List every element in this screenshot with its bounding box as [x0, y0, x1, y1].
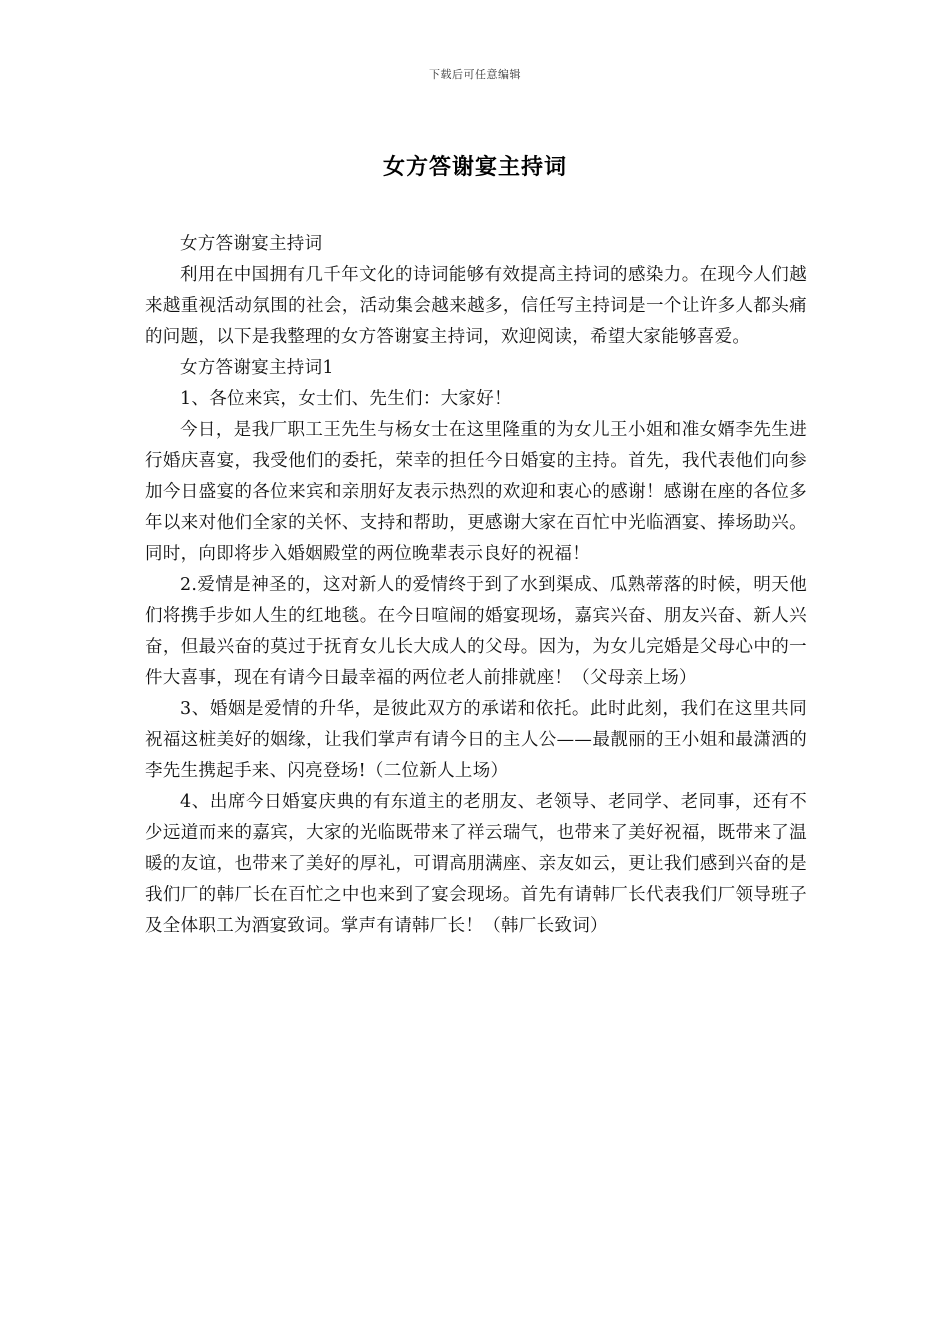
paragraph-subtitle: 女方答谢宴主持词	[180, 234, 323, 254]
paragraph-item-2: 2.爱情是神圣的，这对新人的爱情终于到了水到渠成、瓜熟蒂落的时候，明天他们将携手步如人生的红地毯。在今日喧闹的婚宴现场，嘉宾兴奋、朋友兴奋、新人兴奋，但最兴奋的莫过于抚育女儿长大成人的父母。因为，为女儿完婚是父母心中的一件大喜事，现在有请今日最幸福的两位老人前排就座！（父母亲上场）	[145, 575, 807, 688]
paragraph-item-3: 3、婚姻是爱情的升华，是彼此双方的承诺和依托。此时此刻，我们在这里共同祝福这桩美好的姻缘，让我们掌声有请今日的主人公——最靓丽的王小姐和最潇洒的李先生携起手来、闪亮登场!（二位新人上场）	[145, 699, 807, 781]
header-note: 下载后可任意编辑	[429, 68, 521, 81]
paragraph-item-1-body: 今日，是我厂职工王先生与杨女士在这里隆重的为女儿王小姐和准女婿李先生进行婚庆喜宴，我受他们的委托，荣幸的担任今日婚宴的主持。首先，我代表他们向参加今日盛宴的各位来宾和亲朋好友表示热烈的欢迎和衷心的感谢！感谢在座的各位多年以来对他们全家的关怀、支持和帮助，更感谢大家在百忙中光临酒宴、捧场助兴。同时，向即将步入婚姻殿堂的两位晚辈表示良好的祝福！	[145, 420, 807, 564]
document-title: 女方答谢宴主持词	[382, 154, 567, 180]
paragraph-section-heading: 女方答谢宴主持词1	[180, 358, 334, 378]
paragraph-item-4: 4、出席今日婚宴庆典的有东道主的老朋友、老领导、老同学、老同事，还有不少远道而来的嘉宾，大家的光临既带来了祥云瑞气，也带来了美好祝福，既带来了温暖的友谊，也带来了美好的厚礼，可谓高朋满座、亲友如云，更让我们感到兴奋的是我们厂的韩厂长在百忙之中也来到了宴会现场。首先有请韩厂长代表我们厂领导班子及全体职工为酒宴致词。掌声有请韩厂长！（韩厂长致词）	[145, 792, 807, 936]
paragraph-intro: 利用在中国拥有几千年文化的诗词能够有效提高主持词的感染力。在现今人们越来越重视活动氛围的社会，活动集会越来越多，信任写主持词是一个让许多人都头痛的问题，以下是我整理的女方答谢宴主持词，欢迎阅读，希望大家能够喜爱。	[145, 265, 807, 347]
paragraph-item-1: 1、各位来宾，女士们、先生们：大家好！	[180, 389, 512, 409]
document-body	[145, 229, 807, 942]
